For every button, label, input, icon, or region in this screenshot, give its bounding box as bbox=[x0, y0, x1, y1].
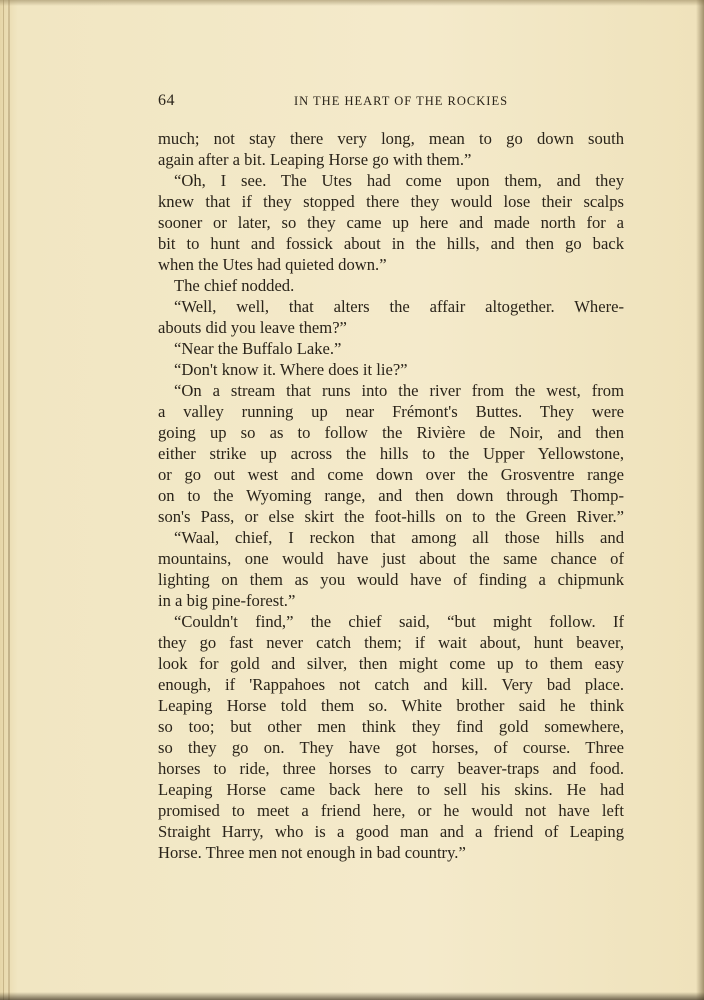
text-line: knew that if they stopped there they would lose their scalps bbox=[158, 192, 624, 211]
text-line: mountains, one would have just about the same chance of bbox=[158, 549, 624, 568]
text-line: going up so as to follow the Rivière de Noir, and then bbox=[158, 423, 624, 442]
gutter-edge bbox=[8, 0, 10, 1000]
text-line: promised to meet a friend here, or he would not have left bbox=[158, 801, 624, 820]
text-line: Straight Harry, who is a good man and a friend of Leaping bbox=[158, 822, 624, 841]
text-line: Horse. Three men not enough in bad country.” bbox=[158, 843, 466, 862]
text-line: Leaping Horse came back here to sell his skins. He had bbox=[158, 780, 624, 799]
text-line: “On a stream that runs into the river from the west, from bbox=[174, 381, 624, 400]
text-line: much; not stay there very long, mean to go down south bbox=[158, 129, 624, 148]
text-line: a valley running up near Frémont's Buttes. They were bbox=[158, 402, 624, 421]
text-line: “Oh, I see. The Utes had come upon them, and they bbox=[174, 171, 624, 190]
text-line: “Near the Buffalo Lake.” bbox=[174, 339, 342, 358]
text-line: son's Pass, or else skirt the foot-hills on to the Green River.” bbox=[158, 507, 624, 526]
text-line: in a big pine-forest.” bbox=[158, 591, 296, 610]
text-line: or go out west and come down over the Grosventre range bbox=[158, 465, 624, 484]
right-page-edge bbox=[696, 0, 704, 1000]
text-line: Leaping Horse told them so. White brother said he think bbox=[158, 696, 624, 715]
text-line: “Couldn't find,” the chief said, “but might follow. If bbox=[174, 612, 624, 631]
text-line: again after a bit. Leaping Horse go with them.” bbox=[158, 150, 472, 169]
body-text bbox=[158, 128, 624, 863]
text-line: so too; but other men think they find gold somewhere, bbox=[158, 717, 624, 736]
bottom-page-edge bbox=[0, 992, 704, 1000]
text-line: they go fast never catch them; if wait about, hunt beaver, bbox=[158, 633, 624, 652]
text-line: The chief nodded. bbox=[174, 276, 295, 295]
text-line: so they go on. They have got horses, of course. Three bbox=[158, 738, 624, 757]
text-line: either strike up across the hills to the Upper Yellowstone, bbox=[158, 444, 624, 463]
text-line: “Waal, chief, I reckon that among all those hills and bbox=[174, 528, 624, 547]
text-line: abouts did you leave them?” bbox=[158, 318, 347, 337]
text-line: look for gold and silver, then might come up to them easy bbox=[158, 654, 624, 673]
text-line: when the Utes had quieted down.” bbox=[158, 255, 387, 274]
text-line: “Don't know it. Where does it lie?” bbox=[174, 360, 408, 379]
running-head: IN THE HEART OF THE ROCKIES bbox=[293, 94, 509, 108]
text-line: lighting on them as you would have of finding a chipmunk bbox=[158, 570, 624, 589]
top-page-edge bbox=[0, 0, 704, 6]
text-line: horses to ride, three horses to carry beaver-traps and food. bbox=[158, 759, 624, 778]
text-line: enough, if 'Rappahoes not catch and kill. Very bad place. bbox=[158, 675, 624, 694]
gutter-shadow bbox=[3, 0, 4, 1000]
text-line: “Well, well, that alters the affair altogether. Where- bbox=[174, 297, 624, 316]
text-line: on to the Wyoming range, and then down through Thomp- bbox=[158, 486, 624, 505]
page-header bbox=[158, 92, 624, 112]
page-number: 64 bbox=[158, 92, 175, 109]
text-line: sooner or later, so they came up here and made north for a bbox=[158, 213, 624, 232]
text-line: bit to hunt and fossick about in the hills, and then go back bbox=[158, 234, 624, 253]
